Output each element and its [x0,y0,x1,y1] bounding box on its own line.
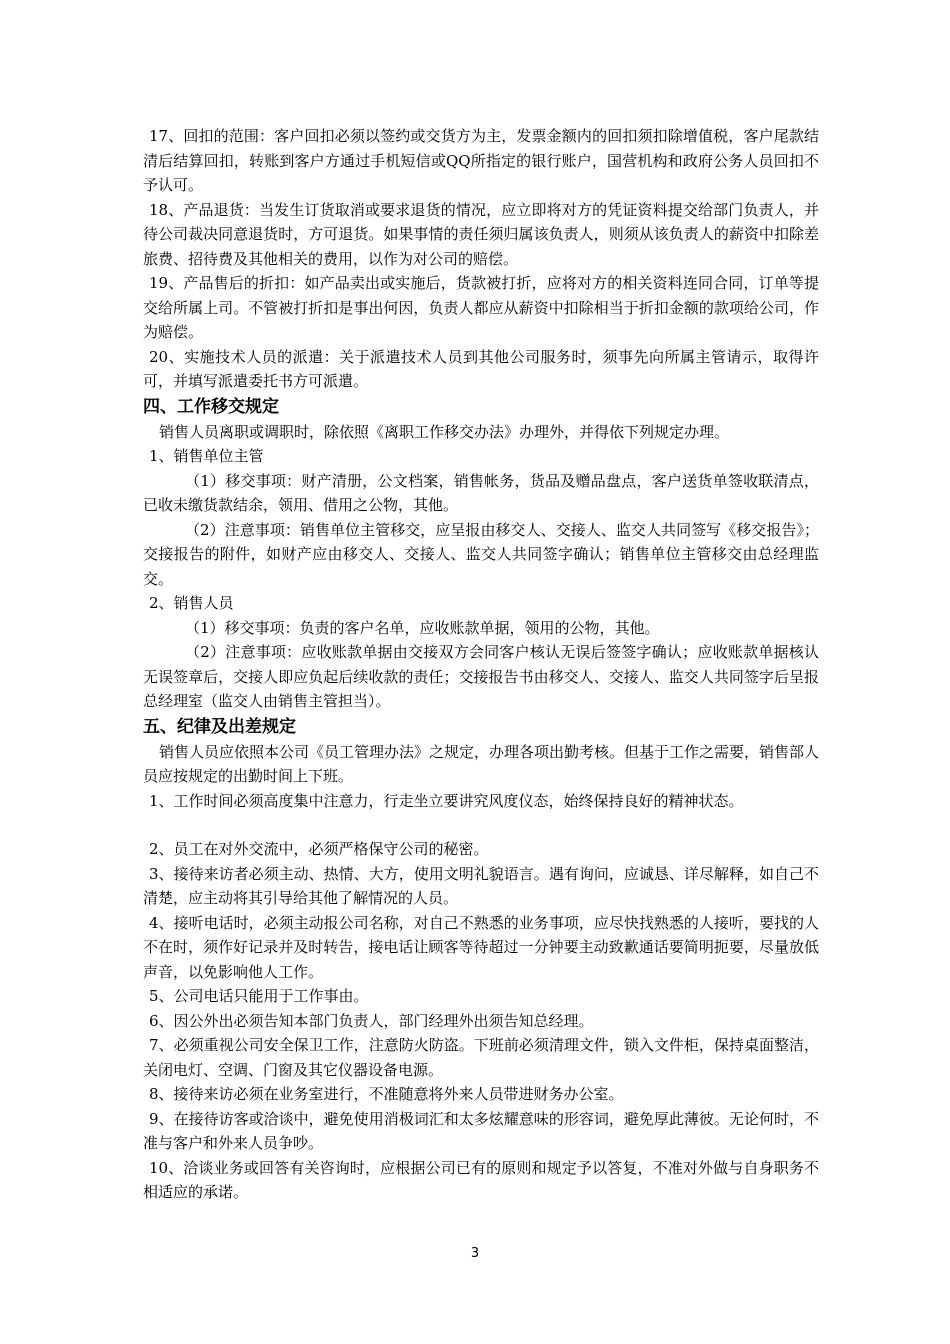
rule-8: 8、接待来访必须在业务室进行，不准随意将外来人员带进财务办公室。 [149,1085,624,1103]
paragraph-17: 17、回扣的范围：客户回扣必须以签约或交货方为主，发票金额内的回扣须扣除增值税，客户尾款结清后结算回扣，转账到客户方通过手机短信或QQ所指定的银行账户，国营机构和政府公务人员回扣不予认可。 [143,127,819,194]
rule-6: 6、因公外出必须告知本部门负责人，部门经理外出须告知总经理。 [149,1011,594,1030]
section-heading-work-handover: 四、工作移交规定 [143,396,279,417]
rule-5: 5、公司电话只能用于工作事由。 [149,987,369,1005]
document-body [143,124,819,1205]
rule-9: 9、在接待访客或洽谈中，避免使用消极词汇和太多炫耀意味的形容词，避免厚此薄彼。无论何时，不准与客户和外来人员争吵。 [143,1109,819,1152]
section4-item-1: 1、销售单位主管 [149,447,264,465]
rule-3: 3、接待来访者必须主动、热情、大方，使用文明礼貌语言。遇有询问，应诚恳、详尽解释，如自己不清楚，应主动将其引导给其他了解情况的人员。 [143,864,819,907]
rule-4: 4、接听电话时，必须主动报公司名称，对自己不熟悉的业务事项，应尽快找熟悉的人接听，要找的人不在时，须作好记录并及时转告，接电话让顾客等待超过一分钟要主动致歉通话要简明扼要，尽量放低声音，以免影响他人工作。 [143,913,819,981]
section4-item-1-handover: （1）移交事项：财产清册，公文档案，销售帐务，货品及赠品盘点，客户送货单签收联清点，已收未缴货款结余，领用、借用之公物，其他。 [143,471,819,514]
rule-10: 10、洽谈业务或回答有关咨询时，应根据公司已有的原则和规定予以答复，不准对外做与自身职务不相适应的承诺。 [143,1158,819,1201]
rule-2: 2、员工在对外交流中，必须严格保守公司的秘密。 [149,840,489,858]
rule-7: 7、必须重视公司安全保卫工作，注意防火防盗。下班前必须清理文件，锁入文件柜，保持桌面整洁，关闭电灯、空调、门窗及其它仪器设备电源。 [143,1036,819,1079]
section4-item-2-notes: （2）注意事项：应收账款单据由交接双方会同客户核认无误后签签字确认；应收账款单据核认无误签章后，交接人即应负起后续收款的责任；交接报告书由移交人、交接人、监交人共同签字后呈报总经理室（监交人由销售主管担当）。 [143,643,819,710]
section4-intro: 销售人员离职或调职时，除依照《离职工作移交办法》办理外，并得依下列规定办理。 [159,422,730,441]
paragraph-18: 18、产品退货：当发生订货取消或要求退货的情况，应立即将对方的凭证资料提交给部门负责人，并待公司裁决同意退货时，方可退货。如果事情的责任须归属该负责人，则须从该负责人的薪资中扣除差旅费、招待费及其他相关的费用，以作为对公司的赔偿。 [143,200,819,268]
section-heading-discipline: 五、纪律及出差规定 [143,716,296,737]
rule-1: 1、工作时间必须高度集中注意力，行走坐立要讲究风度仪态，始终保持良好的精神状态。 [149,791,744,810]
section4-item-2-handover: （1）移交事项：负责的客户名单，应收账款单据，领用的公物，其他。 [185,618,660,637]
blank-line [143,813,819,837]
section4-item-1-notes: （2）注意事项：销售单位主管移交，应呈报由移交人、交接人、监交人共同签写《移交报告》；交接报告的附件，如财产应由移交人、交接人、监交人共同签字确认；销售单位主管移交由总经理监交。 [143,520,819,588]
section5-intro: 销售人员应依照本公司《员工管理办法》之规定，办理各项出勤考核。但基于工作之需要，销售部人员应按规定的出勤时间上下班。 [143,742,820,785]
paragraph-19: 19、产品售后的折扣：如产品卖出或实施后，货款被打折，应将对方的相关资料连同合同，订单等提交给所属上司。不管被打折扣是事出何因，负责人都应从薪资中扣除相当于折扣金额的款项给公司，作为赔偿。 [143,274,819,341]
section4-item-2: 2、销售人员 [149,594,234,612]
paragraph-20: 20、实施技术人员的派遣：关于派遣技术人员到其他公司服务时，须事先向所属主管请示，取得许可，并填写派遣委托书方可派遣。 [143,347,819,390]
page-number: 3 [470,1246,480,1261]
